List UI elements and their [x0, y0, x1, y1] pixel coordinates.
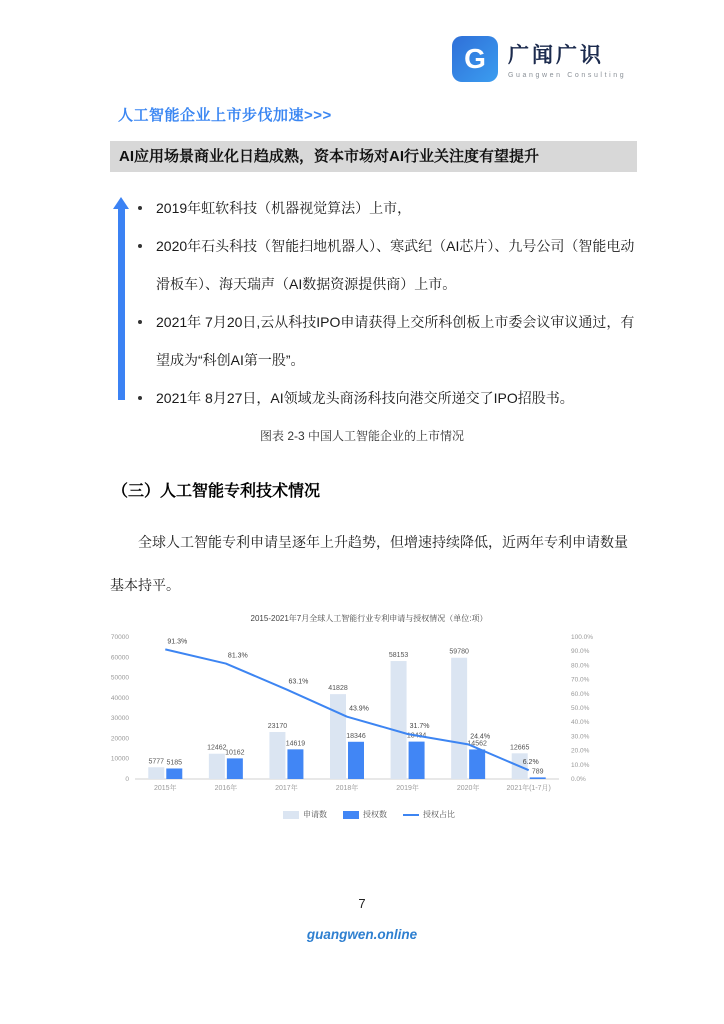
patent-chart-svg	[95, 627, 643, 803]
bar-value-label: 10162	[225, 749, 245, 757]
right-axis-tick: 10.0%	[571, 761, 590, 769]
bar-value-label: 789	[531, 768, 544, 776]
chart-legend	[95, 809, 643, 820]
section-blue-heading: 人工智能企业上市步伐加速>>>	[118, 107, 332, 124]
left-axis-tick: 50000	[110, 674, 129, 682]
bar-grants	[227, 758, 243, 779]
bar-grants	[469, 749, 485, 779]
bar-grants	[530, 777, 546, 779]
bar-applications	[148, 767, 164, 779]
list-item	[132, 303, 640, 379]
bullet-dot-icon	[138, 396, 142, 400]
left-axis-tick: 20000	[110, 735, 129, 743]
bar-grants	[409, 742, 425, 779]
legend-swatch-icon	[343, 811, 359, 819]
bar-value-label: 59780	[449, 648, 469, 656]
bullet-text: 2020年石头科技（智能扫地机器人）、寒武纪（AI芯片）、九号公司（智能电动滑板车）、海天瑞声（AI数据资源提供商）上市。	[156, 238, 635, 292]
logo-name-en: Guangwen Consulting	[508, 72, 627, 79]
timeline-arrow	[112, 197, 130, 400]
bar-applications	[330, 694, 346, 779]
bar-applications	[209, 754, 225, 779]
legend-item	[343, 809, 387, 820]
legend-item	[403, 809, 455, 820]
right-axis-tick: 100.0%	[571, 634, 594, 641]
bar-value-label: 18434	[406, 732, 427, 740]
logo-g-icon: G	[452, 36, 498, 82]
bar-value-label: 12665	[509, 744, 530, 752]
right-axis-tick: 60.0%	[571, 690, 590, 698]
legend-swatch-icon	[283, 811, 299, 819]
arrow-up-icon	[113, 197, 129, 209]
left-axis-tick: 40000	[110, 694, 129, 702]
bar-value-label: 23170	[267, 722, 288, 730]
bar-applications	[451, 658, 467, 779]
right-axis-tick: 0.0%	[571, 776, 586, 783]
left-axis-tick: 60000	[110, 654, 129, 662]
right-axis-tick: 30.0%	[571, 733, 590, 741]
left-axis-tick: 10000	[110, 755, 129, 763]
logo-name-cn: 广闻广识	[508, 44, 604, 67]
right-axis-tick: 70.0%	[571, 676, 590, 684]
right-axis-tick: 80.0%	[571, 662, 590, 670]
right-axis-tick: 40.0%	[571, 719, 590, 727]
legend-label: 授权占比	[423, 810, 455, 819]
list-item	[132, 227, 640, 303]
x-axis-label: 2019年	[396, 785, 419, 792]
bullet-text: 2021年 7月20日,云从科技IPO申请获得上交所科创板上市委会议审议通过，有望成为“科创AI第一股”。	[156, 314, 635, 368]
line-value-label: 6.2%	[522, 759, 539, 767]
line-value-label: 31.7%	[409, 722, 430, 730]
left-axis-tick: 0	[125, 776, 129, 783]
figure-caption: 图表 2-3 中国人工智能企业的上市情况	[259, 429, 464, 443]
x-axis-label: 2015年	[153, 785, 177, 792]
bar-grants	[166, 768, 182, 779]
legend-swatch-icon	[403, 814, 419, 816]
legend-label: 申请数	[303, 810, 327, 819]
x-axis-label: 2021年(1-7月)	[506, 785, 551, 792]
logo-text	[508, 39, 626, 79]
website-link[interactable]: guangwen.online	[306, 927, 418, 942]
list-item	[132, 189, 640, 227]
highlight-banner: AI应用场景商业化日趋成熟，资本市场对AI行业关注度有望提升	[110, 141, 637, 172]
arrow-line	[118, 209, 125, 400]
right-axis-tick: 90.0%	[571, 648, 590, 656]
bar-value-label: 14562	[467, 740, 487, 748]
left-axis-tick: 70000	[110, 634, 129, 641]
bullet-dot-icon	[138, 320, 142, 324]
list-item	[132, 379, 640, 417]
page-number: 7	[358, 896, 366, 911]
line-value-label: 24.4%	[470, 733, 491, 741]
right-axis-tick: 50.0%	[571, 705, 590, 712]
line-value-label: 81.3%	[227, 652, 248, 660]
bar-value-label: 18346	[346, 732, 366, 740]
line-value-label: 43.9%	[349, 705, 369, 713]
x-axis-label: 2020年	[456, 785, 480, 792]
bar-grants	[287, 749, 303, 779]
legend-label: 授权数	[363, 810, 387, 819]
bar-value-label: 58153	[388, 652, 409, 660]
left-axis-tick: 30000	[110, 715, 129, 723]
bar-value-label: 14619	[285, 740, 306, 748]
patent-chart	[95, 613, 643, 820]
x-axis-label: 2018年	[335, 785, 359, 792]
bullet-dot-icon	[138, 244, 142, 248]
ipo-bullet-list	[132, 189, 640, 417]
logo	[452, 36, 626, 82]
x-axis-label: 2017年	[275, 785, 298, 792]
line-value-label: 91.3%	[167, 638, 188, 646]
bar-value-label: 5777	[148, 758, 165, 766]
x-axis-label: 2016年	[214, 785, 238, 792]
bar-grants	[348, 742, 364, 779]
bullet-text: 2021年 8月27日，AI领域龙头商汤科技向港交所递交了IPO招股书。	[156, 390, 574, 406]
bar-value-label: 12462	[207, 744, 227, 752]
bar-applications	[391, 661, 407, 779]
chart-title: 2015-2021年7月全球人工智能行业专利申请与授权情况（单位:项）	[250, 614, 488, 623]
legend-item	[283, 809, 327, 820]
bar-value-label: 5185	[166, 759, 183, 767]
sub-section-heading: （三）人工智能专利技术情况	[112, 483, 321, 500]
right-axis-tick: 20.0%	[571, 747, 590, 755]
bar-applications	[269, 732, 285, 779]
bullet-dot-icon	[138, 206, 142, 210]
line-value-label: 63.1%	[288, 678, 309, 686]
bullet-text: 2019年虹软科技（机器视觉算法）上市，	[156, 200, 412, 216]
body-paragraph: 全球人工智能专利申请呈逐年上升趋势，但增速持续降低，近两年专利申请数量基本持平。	[110, 534, 628, 593]
bar-value-label: 41828	[328, 685, 348, 693]
